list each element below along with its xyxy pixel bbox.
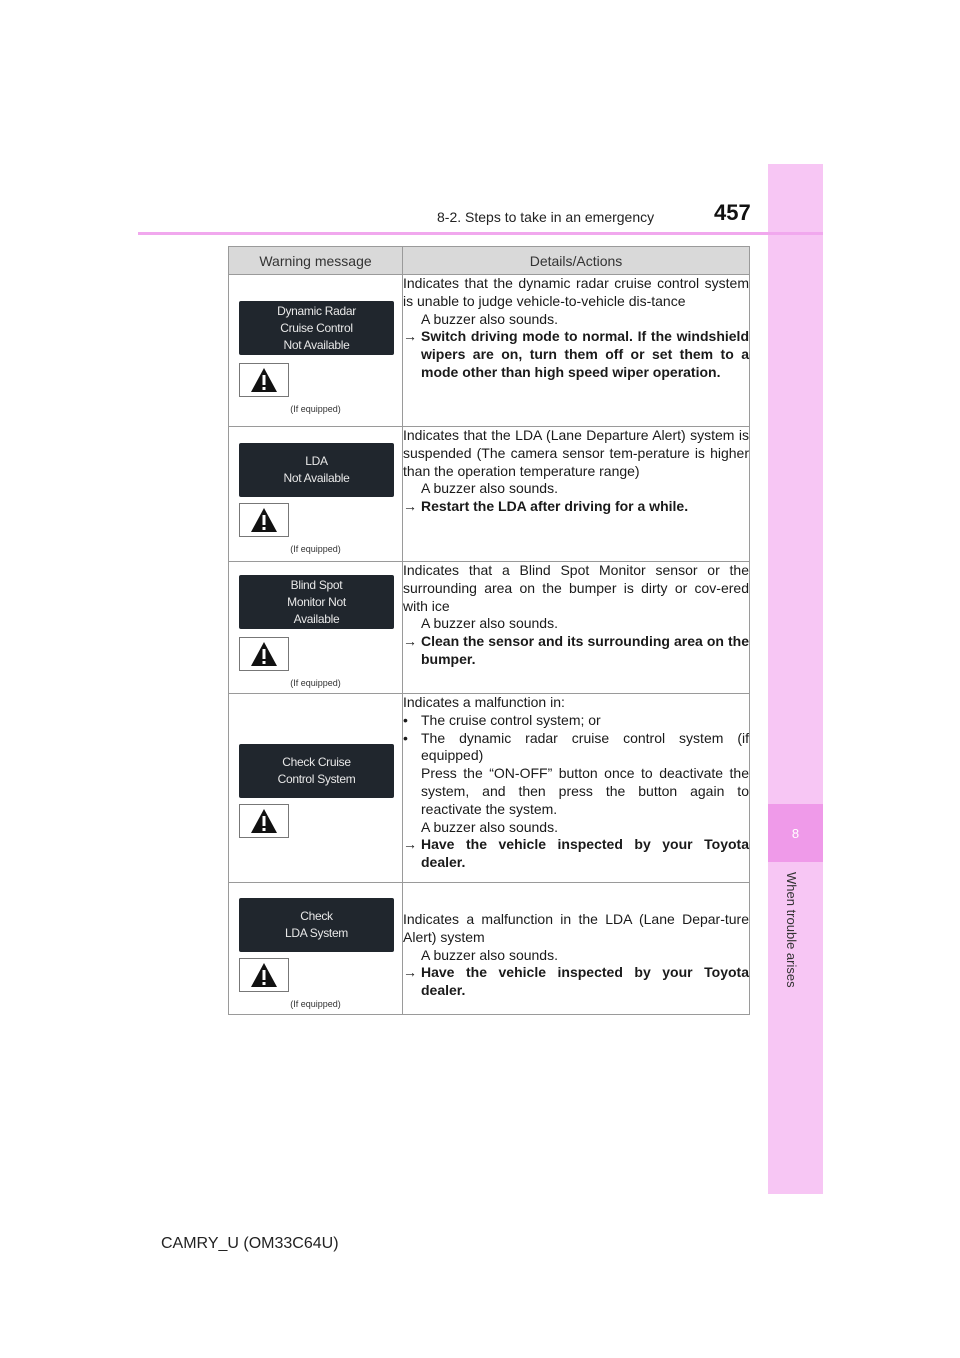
chapter-title: When trouble arises xyxy=(784,872,799,988)
description-text: Indicates that the LDA (Lane Departure Alert) system is suspended (The camera sensor tem-perature is higher than the operation temperature range) xyxy=(403,427,749,479)
table-row xyxy=(229,427,750,562)
action-label: Switch driving mode to normal. If the windshield wipers are on, turn them off or set them to a mode other than high speed wiper operation. xyxy=(421,328,749,380)
column-header-details: Details/Actions xyxy=(403,247,750,275)
table-row xyxy=(229,694,750,883)
instruction-text: Press the “ON-OFF” button once to deactivate the system, and then press the button again to reactivate the system. xyxy=(421,765,749,817)
warning-triangle-icon xyxy=(239,637,289,671)
warning-triangle-icon xyxy=(239,958,289,992)
buzzer-text: A buzzer also sounds. xyxy=(421,946,558,963)
right-arrow-icon: → xyxy=(403,328,417,345)
page-number: 457 xyxy=(714,200,751,225)
screen-text: Blind Spot Monitor Not Available xyxy=(287,577,346,626)
screen-text: Dynamic Radar Cruise Control Not Available xyxy=(277,303,356,352)
details-cell xyxy=(403,883,750,1015)
right-arrow-icon: → xyxy=(403,498,417,515)
action-label: Restart the LDA after driving for a while. xyxy=(421,498,689,515)
warning-triangle-icon xyxy=(239,363,289,397)
buzzer-text: A buzzer also sounds. xyxy=(421,480,558,497)
bullet-icon: • xyxy=(403,711,408,728)
description-text: Indicates that the dynamic radar cruise control system is unable to judge vehicle-to-vehicle dis-tance xyxy=(403,275,749,309)
warning-table xyxy=(228,246,750,1015)
action-label: Have the vehicle inspected by your Toyota dealer. xyxy=(421,836,749,871)
display-screen xyxy=(239,301,394,355)
details-cell xyxy=(403,562,750,694)
warning-message-cell xyxy=(229,883,403,1015)
header-divider xyxy=(138,232,823,235)
model-code: CAMRY_U (OM33C64U) xyxy=(161,1235,339,1252)
screen-text: Check Cruise Control System xyxy=(277,755,356,786)
table-row xyxy=(229,275,750,427)
right-arrow-icon: → xyxy=(403,836,417,853)
details-cell xyxy=(403,694,750,883)
buzzer-text: A buzzer also sounds. xyxy=(421,310,558,327)
action-label: Clean the sensor and its surrounding area on the bumper. xyxy=(421,633,749,667)
action-text xyxy=(403,633,749,669)
list-item xyxy=(403,730,749,766)
warning-message-cell xyxy=(229,694,403,883)
list-item xyxy=(403,712,749,730)
if-equipped-note: (If equipped) xyxy=(290,999,341,1009)
bullet-text: The cruise control system; or xyxy=(421,711,601,728)
warning-message-cell xyxy=(229,562,403,694)
buzzer-text: A buzzer also sounds. xyxy=(421,615,558,632)
warning-triangle-icon xyxy=(239,804,289,838)
action-label: Have the vehicle inspected by your Toyota dealer. xyxy=(421,964,749,999)
display-screen xyxy=(239,575,394,629)
right-arrow-icon: → xyxy=(403,633,417,650)
column-header-warning: Warning message xyxy=(229,247,403,275)
display-screen xyxy=(239,443,394,497)
table-row xyxy=(229,562,750,694)
buzzer-text: A buzzer also sounds. xyxy=(421,818,558,835)
if-equipped-note: (If equipped) xyxy=(290,404,341,414)
action-text xyxy=(403,498,749,516)
if-equipped-note: (If equipped) xyxy=(290,678,341,688)
details-cell xyxy=(403,427,750,562)
side-chapter-tab xyxy=(768,164,823,1194)
description-text: Indicates a malfunction in the LDA (Lane Depar-ture Alert) system xyxy=(403,911,749,945)
intro-text: Indicates a malfunction in: xyxy=(403,694,565,710)
bullet-icon: • xyxy=(403,729,408,746)
action-text xyxy=(403,328,749,381)
warning-message-cell xyxy=(229,427,403,562)
warning-message-cell xyxy=(229,275,403,427)
section-title: 8-2. Steps to take in an emergency xyxy=(437,209,655,225)
display-screen xyxy=(239,898,394,952)
table-header-row xyxy=(229,247,750,275)
screen-text: Check LDA System xyxy=(284,909,349,940)
description-text: Indicates that a Blind Spot Monitor sensor or the surrounding area on the bumper is dirty or cov-ered with ice xyxy=(403,562,749,614)
if-equipped-note: (If equipped) xyxy=(290,544,341,554)
details-cell xyxy=(403,275,750,427)
bullet-text: The dynamic radar cruise control system (if equipped) xyxy=(421,729,749,764)
action-text xyxy=(403,964,749,1000)
chapter-number: 8 xyxy=(768,804,823,862)
warning-triangle-icon xyxy=(239,503,289,537)
table-row xyxy=(229,883,750,1015)
right-arrow-icon: → xyxy=(403,964,417,981)
display-screen xyxy=(239,744,394,798)
action-text xyxy=(403,836,749,872)
screen-text: LDA Not Available xyxy=(283,454,350,485)
